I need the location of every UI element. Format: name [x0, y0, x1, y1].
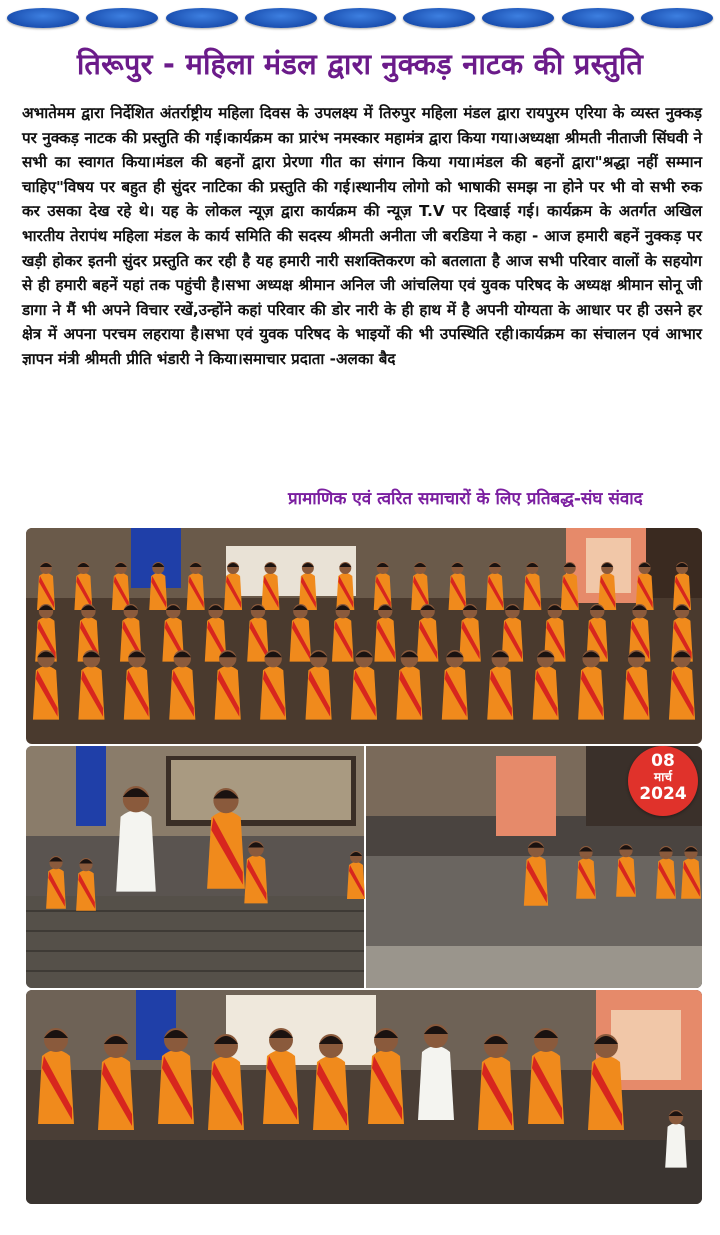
- publisher-tagline: प्रामाणिक एवं त्वरित समाचारों के लिए प्रतिबद्ध-संघ संवाद: [288, 489, 643, 509]
- decorative-pill: [86, 8, 158, 28]
- decorative-pill: [166, 8, 238, 28]
- decorative-pill: [7, 8, 79, 28]
- group-photo-standing: [26, 990, 702, 1204]
- decorative-pill: [641, 8, 713, 28]
- decorative-pill: [403, 8, 475, 28]
- date-month: मार्च: [654, 770, 672, 784]
- article-headline: तिरूपुर - महिला मंडल द्वारा नुक्कड़ नाटक की प्रस्तुति: [76, 47, 644, 81]
- decorative-pill: [245, 8, 317, 28]
- decorative-pill-row: [0, 8, 720, 32]
- street-play-photo: [26, 746, 702, 988]
- group-photo-seated: [26, 528, 702, 744]
- event-date-badge: [628, 746, 698, 816]
- date-year: 2024: [639, 784, 687, 804]
- date-day: 08: [651, 751, 675, 771]
- decorative-pill: [482, 8, 554, 28]
- decorative-pill: [324, 8, 396, 28]
- article-body: अभातेमम द्वारा निर्देशित अंतर्राष्ट्रीय महिला दिवस के उपलक्ष्य में तिरुपुर महिला मंडल द्वारा रायपुरम एरिया के व्यस्त नुक्कड़ पर नुक्कड़ नाटक की प्रस्तुति की गई।कार्यक्रम का प्रारंभ नमस्कार महामंत्र द्वारा किया गया।अध्यक्षा श्रीमती नीताजी सिंघवी ने सभी का स्वागत किया।मंडल की बहनों द्वारा प्रेरणा गीत का संगान किया गया।मंडल की बहनों द्वारा"श्रद्धा नहीं सम्मान चाहिए"विषय पर बहुत ही सुंदर नाटिका की प्रस्तुति की गई।स्थानीय लोगो को भाषाकी समझ ना होने पर भी वो सभी रुक कर उसका देख रहे थे। यह के लोकल न्यूज़ द्वारा कार्यक्रम की न्यूज़ T.V पर दिखाई गई। कार्यक्रम के अतर्गत अखिल भारतीय तेरापंथ महिला मंडल के कार्य समिति की सदस्य श्रीमती अनीता जी बरडिया ने कहा - आज हमारी बहनें नुक्कड़ पर खड़ी होकर इतनी सुंदर प्रस्तुति कर रही है यह हमारी नारी सशक्तिकरण को बतलाता है आज सभी परिवार वालों के सहयोग से ही हमारी बहनें यहां तक पहुंची है।सभा अध्यक्ष श्रीमान अनिल जी आंचलिया एवं युवक परिषद के अध्यक्ष श्रीमान सोनू जी डागा ने मैं भी अपने विचार रखें,उन्होंने कहां परिवार की डोर नारी के ही हाथ में है अपनी योग्यता के आधार पर ही उसने हर क्षेत्र में अपना परचम लहराया है।सभा एवं युवक परिषद के भाइयों की भी उपस्थिति रही।कार्यक्रम का संचालन एवं आभार ज्ञापन मंत्री श्रीमती प्रीति भंडारी ने किया।समाचार प्रदाता -अलका बैद: [22, 104, 702, 368]
- decorative-pill: [562, 8, 634, 28]
